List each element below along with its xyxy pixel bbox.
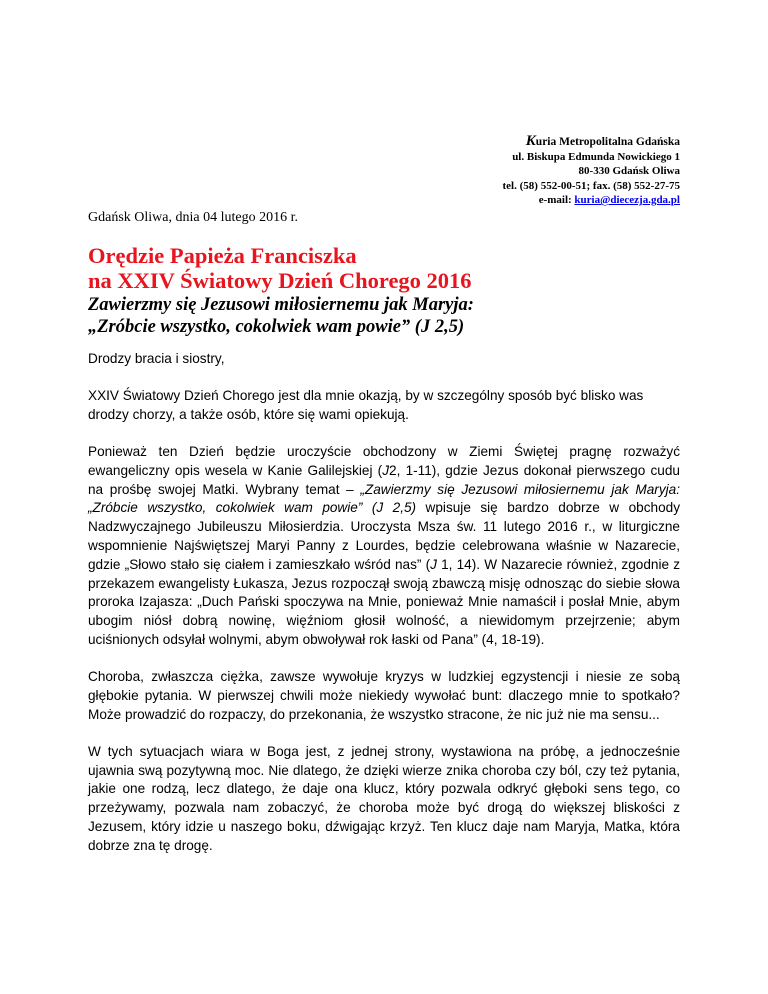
- title-line-1: Orędzie Papieża Franciszka: [88, 243, 357, 268]
- paragraph-4: W tych sytuacjach wiara w Boga jest, z jednej strony, wystawiona na próbę, a jednocześnie ujawnia swą pozytywną moc. Nie dlatego, że dzięki wierze znika choroba czy ból, czy też pytania, jakie one rodzą, lecz dlatego, że daje ona klucz, który pozwala odkryć głęboki sens tego, co przeżywamy, pozwala nam zobaczyć, że choroba może być drogą do większej bliskości z Jezusem, który idzie u naszego boku, dźwigając krzyż. Ten klucz daje nam Maryja, Matka, która dobrze zna tę drogę.: [88, 743, 680, 853]
- letter-body: [88, 350, 680, 874]
- letterhead-phone: tel. (58) 552-00-51; fax. (58) 552-27-75: [502, 179, 680, 192]
- document-date: Gdańsk Oliwa, dnia 04 lutego 2016 r.: [88, 210, 298, 225]
- letterhead: [360, 134, 680, 208]
- document-subtitle: [88, 294, 688, 338]
- letterhead-organization: Kuria Metropolitalna Gdańska: [525, 133, 680, 149]
- letterhead-address: ul. Biskupa Edmunda Nowickiego 1: [512, 150, 680, 163]
- paragraph-2: Ponieważ ten Dzień będzie uroczyście obchodzony w Ziemi Świętej pragnę rozważyć ewangeliczny opis wesela w Kanie Galilejskiej (J2, 1-11), gdzie Jezus dokonał pierwszego cudu na prośbę swojej Matki. Wybrany temat – „Zawierzmy się Jezusowi miłosiernemu jak Maryja: „Zróbcie wszystko, cokolwiek wam powie” (J 2,5) wpisuje się bardzo dobrze w obchody Nadzwyczajnego Jubileuszu Miłosierdzia. Uroczysta Msza św. 11 lutego 2016 r., w liturgiczne wspomnienie Najświętszej Maryi Panny z Lourdes, będzie celebrowana właśnie w Nazarecie, gdzie „Słowo stało się ciałem i zamieszkało wśród nas” (J 1, 14). W Nazarecie również, zgodnie z przekazem ewangelisty Łukasza, Jezus rozpoczął swoją zbawczą misję odnosząc do siebie słowa proroka Izajasza: „Duch Pański spoczywa na Mnie, ponieważ Mnie namaścił i posłał Mnie, abym ubogim niósł dobrą nowinę, więźniom głosił wolność, a niewidomym przejrzenie; abym uciśnionych odsyłał wolnymi, abym obwoływał rok łaski od Pana” (4, 18-19).: [88, 443, 681, 647]
- quoted-theme: „Zawierzmy się Jezusowi miłosiernemu jak Maryja: „Zróbcie wszystko, cokolwiek wam powie” (J 2,5): [88, 481, 680, 516]
- document-title: [88, 244, 688, 293]
- title-line-2: na XXIV Światowy Dzień Chorego 2016: [88, 267, 472, 293]
- greeting: Drodzy bracia i siostry,: [88, 351, 225, 366]
- subtitle-line-1: Zawierzmy się Jezusowi miłosiernemu jak Maryja:: [88, 295, 474, 315]
- subtitle-line-2: „Zróbcie wszystko, cokolwiek wam powie” (J 2,5): [88, 317, 465, 337]
- letterhead-postal: 80-330 Gdańsk Oliwa: [578, 165, 680, 177]
- paragraph-1: XXIV Światowy Dzień Chorego jest dla mnie okazją, by w szczególny sposób być blisko was drodzy chorzy, a także osób, które się wami opiekują.: [88, 388, 644, 422]
- email-link[interactable]: kuria@diecezja.gda.pl: [574, 194, 680, 206]
- letterhead-email-line: e-mail: kuria@diecezja.gda.pl: [538, 194, 680, 206]
- paragraph-3: Choroba, zwłaszcza ciężka, zawsze wywołuje kryzys w ludzkiej egzystencji i niesie ze sobą głębokie pytania. W pierwszej chwili może niekiedy wywołać bunt: dlaczego mnie to spotkało? Może prowadzić do rozpaczy, do przekonania, że wszystko stracone, że nic już nie ma sensu...: [88, 669, 680, 722]
